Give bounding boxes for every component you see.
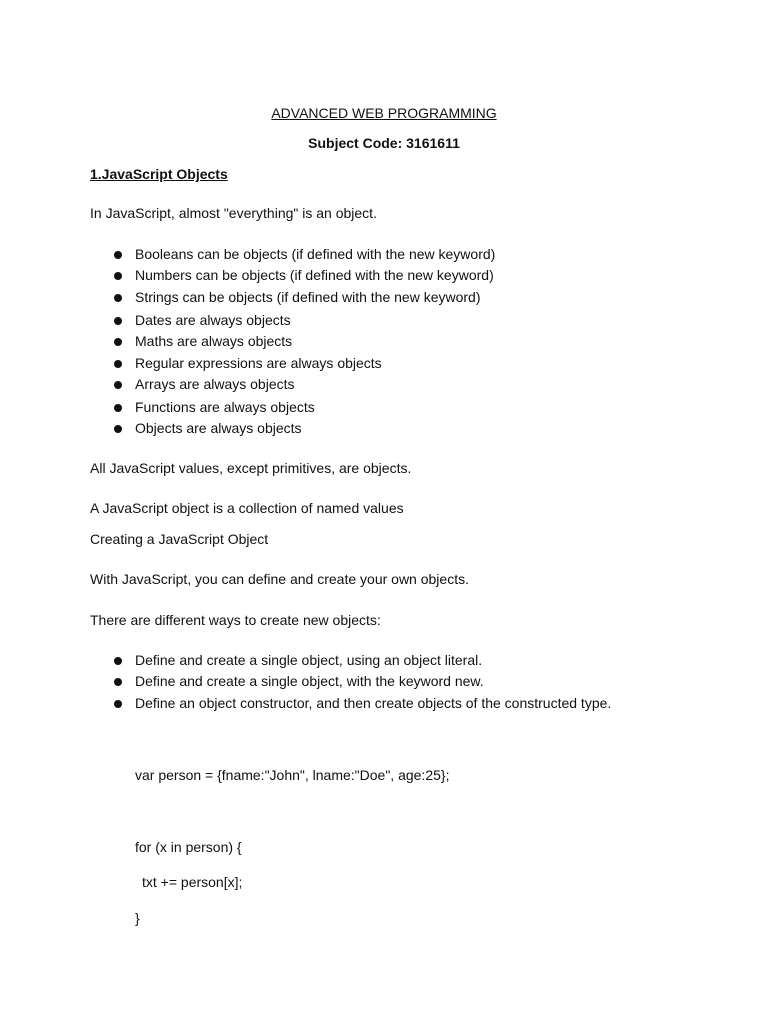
ways-intro: There are different ways to create new objects: [90,612,381,628]
define-own-paragraph: With JavaScript, you can define and create your own objects. [90,571,469,587]
bullet-icon [114,251,122,259]
list-item: Define and create a single object, using an object literal. [135,652,483,668]
list-item: Functions are always objects [135,399,315,415]
list-item: Define and create a single object, with the keyword new. [135,673,484,689]
primitives-note: All JavaScript values, except primitives, are objects. [90,460,412,476]
list-item: Numbers can be objects (if defined with the new keyword) [135,267,494,283]
section-heading: 1.JavaScript Objects [90,166,228,182]
list-item: Booleans can be objects (if defined with the new keyword) [135,246,496,262]
bullet-icon [114,317,122,325]
code-line-literal: var person = {fname:"John", lname:"Doe", age:25}; [135,767,450,783]
bullet-icon [114,338,122,346]
bullet-icon [114,381,122,389]
bullet-icon [114,404,122,412]
bullet-icon [114,360,122,368]
code-line-loop-open: for (x in person) { [135,839,242,855]
code-line-loop-body: txt += person[x]; [142,874,243,890]
list-item: Dates are always objects [135,312,291,328]
list-item: Regular expressions are always objects [135,355,382,371]
code-line-loop-close: } [135,910,140,926]
bullet-icon [114,272,122,280]
creating-heading: Creating a JavaScript Object [90,531,269,547]
list-item: Strings can be objects (if defined with the new keyword) [135,289,481,305]
bullet-icon [114,425,122,433]
document-title: ADVANCED WEB PROGRAMMING [271,105,497,121]
bullet-icon [114,678,122,686]
bullet-icon [114,294,122,302]
subject-code: Subject Code: 3161611 [308,135,460,151]
intro-paragraph: In JavaScript, almost "everything" is an object. [90,205,377,221]
list-item: Define an object constructor, and then create objects of the constructed type. [135,695,612,711]
list-item: Arrays are always objects [135,376,295,392]
definition-paragraph: A JavaScript object is a collection of named values [90,500,404,516]
list-item: Maths are always objects [135,333,293,349]
bullet-icon [114,657,122,665]
list-item: Objects are always objects [135,420,302,436]
bullet-icon [114,700,122,708]
